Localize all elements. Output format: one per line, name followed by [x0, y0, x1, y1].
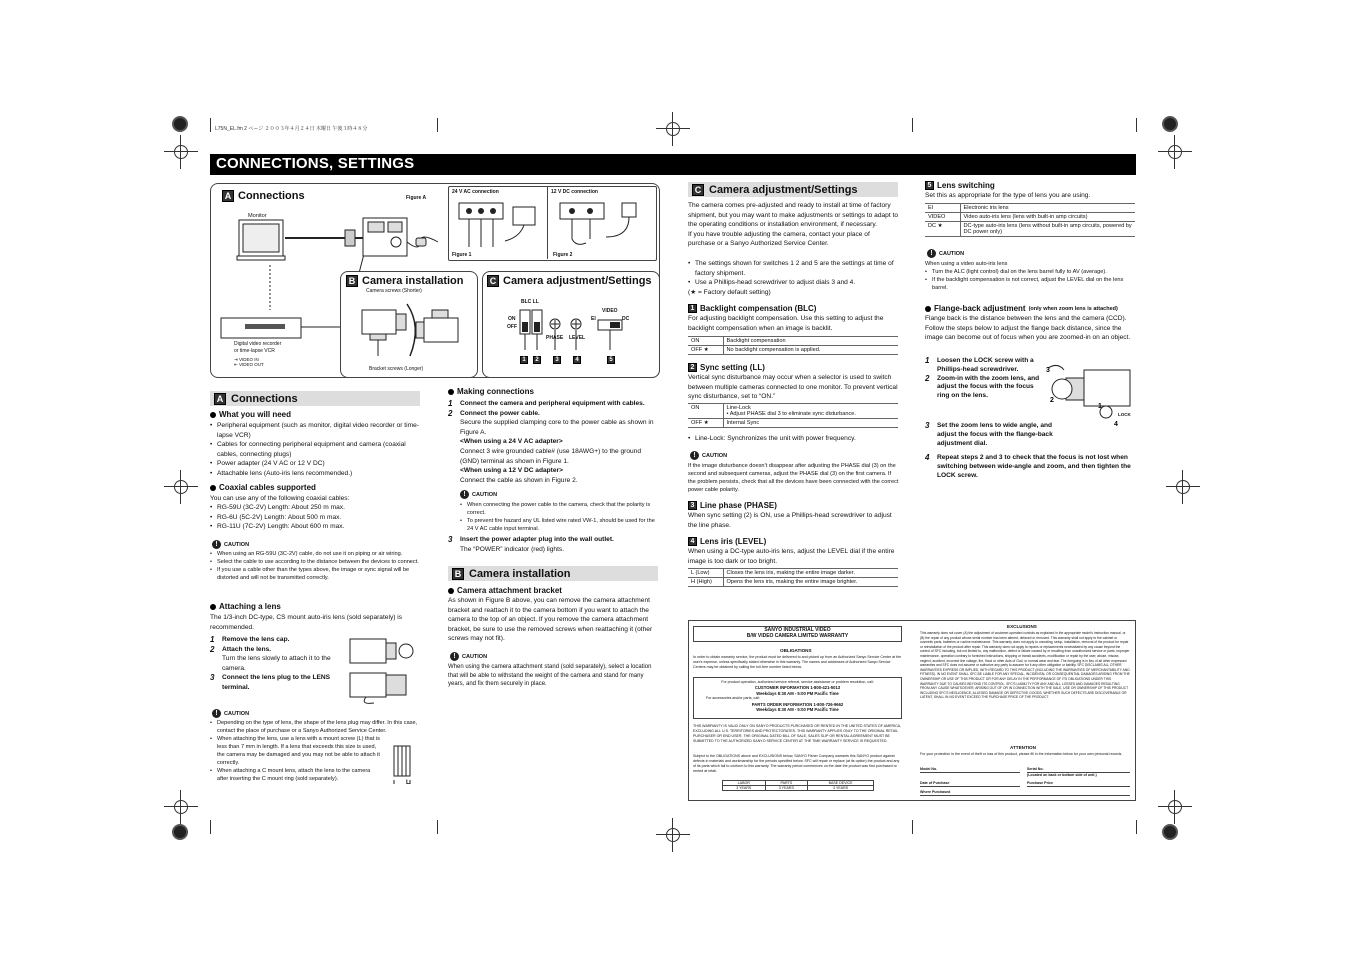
- ll-caution-text: If the image disturbance doesn’t disappear after adjusting the PHASE dial (3) on the second and subsequent cameras, adjust the PHASE dial (3) on the first camera. If the problem persists, check that all the devices have been connected with the correct power cable polarity.: [688, 463, 899, 493]
- monitor-label: Monitor: [248, 213, 267, 219]
- ac-connection-figure: [455, 197, 543, 251]
- customer-info-box: For product operation, authorized service referral, service assistance or problem resolution, call: CUSTOMER INFORMATION 1-800-421-5013 Weekdays 8:30 AM - 5:00 PM Pacific Time For accessories and/or parts, call: PARTS ORDER INFORMATION 1-800-726-9662 Weekdays 8:30 AM - 5:00 PM Pacific Time: [693, 677, 902, 719]
- ei-label: EI: [591, 316, 596, 322]
- video-label: VIDEO: [602, 308, 618, 314]
- blc-heading: 1 Backlight compensation (BLC): [688, 304, 816, 313]
- lens-switching-heading: 5 Lens switching: [925, 181, 995, 190]
- flange-back-step-4: 4 Repeat steps 2 and 3 to check that the focus is not lost when switching between wide-angle and zoom, and then tighten the LOCK screw.: [925, 453, 1131, 479]
- bracket-caution-label: ! CAUTION: [450, 652, 487, 661]
- section-letter-a: A: [222, 190, 234, 202]
- lens-switching-caution-intro: When using a video auto-iris lens: [925, 261, 1008, 267]
- ll-note: • Line-Lock: Synchronizes the unit with power frequency.: [688, 434, 898, 444]
- svg-text:1: 1: [1098, 403, 1102, 410]
- ll-caution-label: ! CAUTION: [690, 451, 727, 460]
- phase-label: PHASE: [546, 335, 564, 341]
- bracket-caution-text: When using the camera attachment stand (sold separately), select a location that will be able to withstand the weight of the camera and stand for many years, and fix them securely in place.: [448, 664, 652, 688]
- serial-no-note: (Located on back or bottom side of unit.): [1027, 773, 1097, 777]
- power-caution-list: • When connecting the power cable to the camera, check that the polarity is correct. • To prevent fire hazard any UL listed wire rated VW-1, should be used for the 24 V AC cable input terminal.: [460, 501, 660, 533]
- registration-mark-right-mid: [1172, 476, 1194, 498]
- lock-label: LOCK: [1118, 412, 1131, 417]
- figure-1-label: Figure 1: [452, 252, 472, 258]
- level-text: When using a DC-type auto-iris lens, adjust the LEVEL dial if the entire image is too dark or too bright.: [688, 548, 895, 565]
- connections-section-bar: A Connections: [210, 391, 420, 406]
- blc-text: For adjusting backlight compensation. Use this setting to adjust the backlight compensation when an image is backlit.: [688, 315, 884, 332]
- serial-no-field: Serial No.: [1027, 767, 1130, 773]
- install-diagram-title: B Camera installation: [346, 275, 463, 287]
- coaxial-intro: You can use any of the following coaxial cables:: [210, 495, 350, 502]
- lens-caution-list: • Depending on the type of lens, the shape of the lens plug may differ. In this case, contact the place of purchase or a Sanyo Authorized Service Center. • When attaching the lens, use a lens with a mount screw (L) that is less than 7 mm in length. If a lens that exceeds this size is used, the camera may be damaged and you may not be able to attach it correctly. • When attaching a C mount lens, attach the lens to the camera after inserting the C mount ring (sold separately).: [210, 719, 422, 783]
- registration-mark-left-mid: [170, 476, 192, 498]
- vcr-label: Digital video recorder or time-lapse VCR: [234, 341, 282, 354]
- adjust-controls-figure: [518, 306, 638, 358]
- warranty-subject-text: Subject to the OBLIGATIONS above and EXCLUSIONS below, SANYO Fisher Company warrants this SANYO product against defects in materials and workmanship for the periods specified below. SFC will repair or replace (at its option) the product and any of its parts which fail to conform to this warranty. The warranty period commences on the date the product was first purchased or rented at retail.: [693, 754, 900, 773]
- ac-connection-title: 24 V AC connection: [452, 189, 499, 195]
- page-title: CONNECTIONS, SETTINGS: [210, 154, 1136, 175]
- warranty-period-table: LABOR PARTS BASE DEVICE 3 YEARS 3 YEARS 3 YEARS: [722, 780, 874, 791]
- flange-back-step-3: 3 Set the zoom lens to wide angle, and adjust the focus with the flange-back adjustment dial.: [925, 421, 1053, 447]
- ll-table: ON Line-Lock • Adjust PHASE dial 3 to eliminate sync disturbance. OFF ★ Internal Sync: [688, 403, 898, 428]
- blc-table: ON Backlight compensation OFF ★ No backlight compensation is applied.: [688, 336, 898, 355]
- level-heading: 4 Lens iris (LEVEL): [688, 537, 766, 546]
- adjustment-section-bar: C Camera adjustment/Settings: [688, 182, 898, 197]
- crop-tick: [210, 118, 211, 132]
- dc-label: DC: [622, 316, 630, 322]
- level-table: L (Low) Closes the lens iris, making the entire image darker. H (High) Opens the lens iris, making the entire image brighter.: [688, 568, 898, 587]
- lens-mount-figure: [384, 742, 422, 788]
- flange-back-heading: Flange-back adjustment (only when zoom lens is attached): [925, 304, 1118, 313]
- model-no-field: Model No.: [920, 767, 1020, 773]
- exclusions-text: This warranty does not cover (A) the adjustment of customer-operated controls as explained in the appropriate model's instruction manual, or (B) the repair of any product whose serial number has been altered, defaced or removed. This warranty shall not apply to the cabinet or cosmetic parts, batteries or routine maintenance. This warranty does not apply to uncrating, setup, installation, removal of the product for repair or reinstallation of the product after repair. This warranty does not apply to repairs or replacements necessitated by any cause beyond the control of SFC including, but not limited to, any malfunction, defect or failure caused by or resulting from unauthorized service or parts, improper maintenance, operation contrary to furnished instructions, shipping or transit accidents, modification or repair by the user, abuse, misuse, neglect, accident, incorrect line voltage, fire, flood or other Acts of God, or normal wear and tear. The foregoing is in lieu of all other expressed warranties and SFC does not assume or authorize any party to assume for it any other obligation or liability. SFC DISCLAIMS ALL OTHER WARRANTIES EXPRESS OR IMPLIED, WITH REGARD TO THIS PRODUCT (INCLUDING THE WARRANTIES OF MERCHANTABILITY AND FITNESS). IN NO EVENT SHALL SFC BE LIABLE FOR ANY SPECIAL, INCIDENTAL OR CONSEQUENTIAL DAMAGES ARISING FROM THE OWNERSHIP OR USE OF THIS PRODUCT OR FOR ANY DELAY IN THE PERFORMANCE OF ITS OBLIGATIONS UNDER THIS WARRANTY DUE TO CAUSES BEYOND ITS CONTROL. SFC'S LIABILITY FOR ANY AND ALL LOSSES AND DAMAGES RESULTING FROM ANY CAUSE WHATSOEVER, ARISING OUT OF OR IN CONNECTION WITH THE SALE, USE OR OWNERSHIP OF THIS PRODUCT INCLUDING SFC'S NEGLIGENCE, ALLEGED DAMAGE OR DEFECTIVE GOODS, WHETHER SUCH DEFECTS ARE DISCOVERABLE OR LATENT, SHALL IN NO EVENT EXCEED THE PURCHASE PRICE OF THE PRODUCT.: [920, 631, 1130, 700]
- registration-mark-top-mid: [662, 118, 684, 140]
- lens-caution-label: ! CAUTION: [212, 709, 249, 718]
- lens-switching-caution-list: • Turn the ALC (light control) dial on the lens barrel fully to AV (average). • If the backlight compensation is not correct, adjust the LEVEL dial on the lens barrel.: [925, 268, 1137, 292]
- registration-dot-tl: [172, 116, 188, 132]
- svg-text:3: 3: [1046, 367, 1050, 374]
- bracket-heading: Camera attachment bracket: [448, 586, 562, 595]
- blc-ll-label: BLC LL: [521, 299, 539, 305]
- power-divider: [547, 187, 548, 259]
- figure-2-label: Figure 2: [553, 252, 573, 258]
- caution-icon: !: [690, 451, 699, 460]
- warranty-valid-text: THIS WARRANTY IS VALID ONLY ON SANYO PRODUCTS PURCHASED OR RENTED IN THE UNITED STATES OF AMERICA, EXCLUDING ALL U.S. TERRITORIES AND PROTECTORATES. THIS WARRANTY APPLIES ONLY TO THE ORIGINAL RETAIL PURCHASER OR END USER. THE ORIGINAL DATED BILL OF SALE, SALES SLIP OR RENTAL AGREEMENT MUST BE SUBMITTED TO THE AUTHORIZED SANYO SERVICE CENTER AT THE TIME WARRANTY SERVICE IS REQUESTED.: [693, 724, 902, 743]
- registration-dot-bl: [172, 824, 188, 840]
- making-connections-steps: 1 Connect the camera and peripheral equipment with cables. 2 Connect the power cable. Secure the supplied clamping core to the power cable as shown in Figure A. <When using a 24 V AC adapter> Connect 3 wire grounded cable# (use 18AWG+) to the ground (GND) terminal as shown in Figure 1. <When using a 12 V DC adapter> Connect the cable as shown in Figure 2.: [448, 399, 654, 484]
- flange-back-text: Flange back is the distance between the lens and the camera (CCD). Follow the steps below to adjust the flange back distance, since the image can become out of focus when you are zoomed-in on an object.: [925, 315, 1131, 342]
- caution-icon: !: [450, 652, 459, 661]
- crop-tick: [1136, 820, 1137, 834]
- registration-dot-br: [1162, 824, 1178, 840]
- attention-text: For your protection in the event of theft or loss of this product, please fill in the information below for your own personal records.: [920, 752, 1123, 756]
- bracket-text: As shown in Figure B above, you can remove the camera attachment bracket and reattach it to the camera bottom if you want to attach the camera to the top of an object. If you remove the camera attachment bracket, be sure to use the removed screws when reattaching it (other screws may not fit).: [448, 597, 653, 643]
- bracket-screws-label: Bracket screws (Longer): [369, 366, 424, 372]
- registration-mark-tr: [1164, 141, 1186, 163]
- purchase-price-field: Purchase Price: [1027, 781, 1130, 787]
- dc-connection-title: 12 V DC connection: [551, 189, 598, 195]
- obligations-text: In order to obtain warranty service, the product must be delivered to and picked up from an Authorized Sanyo Service Center at the user's expense, unless specifically stated otherwise in this warranty. The names and addresses of Authorized Sanyo Service Centers may be obtained by calling the toll-free number listed below.: [693, 655, 902, 669]
- attention-heading: ATTENTION: [1010, 745, 1036, 750]
- coaxial-caution-label: ! CAUTION: [212, 540, 249, 549]
- caution-icon: !: [212, 540, 221, 549]
- lens-switching-text: Set this as appropriate for the type of lens you are using.: [925, 192, 1091, 199]
- where-purchased-field: Where Purchased: [920, 790, 1130, 796]
- level-label: LEVEL: [569, 335, 586, 341]
- exclusions-heading: EXCLUSIONS: [1007, 624, 1037, 629]
- ll-heading: 2 Sync setting (LL): [688, 363, 765, 372]
- date-of-purchase-field: Date of Purchase: [920, 781, 1020, 787]
- making-connections-heading: Making connections: [448, 387, 534, 396]
- phase-text: When sync setting (2) is ON, use a Phillips-head screwdriver to adjust the line phase.: [688, 512, 892, 529]
- crop-tick: [210, 820, 211, 834]
- obligations-heading: OBLIGATIONS: [780, 648, 812, 653]
- making-connections-step3: 3 Insert the power adapter plug into the wall outlet. The “POWER” indicator (red) lights.: [448, 535, 614, 553]
- registration-mark-bl: [170, 796, 192, 818]
- phase-heading: 3 Line phase (PHASE): [688, 501, 777, 510]
- svg-text:2: 2: [1050, 397, 1054, 404]
- header-jp: L75N_EL.fm 2 ページ ２００３年４月２４日 木曜日 午後３時４８分: [215, 126, 368, 132]
- install-figure: [352, 296, 474, 364]
- adjustment-intro: The camera comes pre-adjusted and ready to install at time of factory shipment, but you may want to make adjustments or settings to adapt to the operating conditions or installation environment, if necessary. If you have trouble adjusting the camera, contact your place of purchase or a Sanyo Authorized Service Center.: [688, 202, 899, 248]
- adjustment-intro-bullets: • The settings shown for switches 1 2 and 5 are the settings at time of factory shipment. • Use a Phillips-head screwdriver to adjust dials 3 and 4.: [688, 259, 898, 288]
- lens-l-label: L: [406, 780, 410, 786]
- flange-back-figure: [1044, 360, 1136, 428]
- attaching-lens-heading: Attaching a lens: [210, 602, 281, 611]
- attaching-lens-intro: The 1/3-inch DC-type, CS mount auto-iris lens (sold separately) is recommended.: [210, 614, 403, 631]
- crop-tick: [437, 820, 438, 834]
- flange-back-steps-1-3: 1 Loosen the LOCK screw with a Phillips-head screwdriver. 2 Zoom-in with the zoom lens, and adjust the focus with the focus ring on the lens.: [925, 356, 1040, 400]
- factory-default-note: (★ = Factory default setting): [688, 289, 771, 296]
- svg-text:4: 4: [1114, 421, 1118, 428]
- coaxial-heading: Coaxial cables supported: [210, 483, 316, 492]
- dc-connection-figure: [556, 197, 652, 251]
- camera-screws-label: Camera screws (Shorter): [366, 288, 422, 294]
- crop-tick: [912, 820, 913, 834]
- registration-mark-bottom-mid: [662, 824, 684, 846]
- what-you-need-heading: What you will need: [210, 410, 291, 419]
- ll-text: Vertical sync disturbance may occur when a selector is used to switch between multiple cameras connected to one monitor. To prevent vertical sync disturbance, set to “ON.”: [688, 374, 898, 401]
- figure-a-label: Figure A: [406, 195, 427, 201]
- crop-tick: [437, 118, 438, 132]
- attaching-lens-steps: 1 Remove the lens cap. 2 Attach the lens. Turn the lens slowly to attach it to the camera. 3 Connect the lens plug to the LENS terminal.: [210, 635, 331, 691]
- switch-on-label: ON: [508, 316, 516, 322]
- coaxial-list: • RG-59U (3C-2V) Length: About 250 m max. • RG-6U (5C-2V) Length: About 500 m max. • RG-11U (7C-2V) Length: About 600 m max.: [210, 503, 422, 532]
- registration-dot-tr: [1162, 116, 1178, 132]
- registration-mark-br: [1164, 796, 1186, 818]
- crop-tick: [912, 118, 913, 132]
- installation-section-bar: B Camera installation: [448, 566, 658, 581]
- video-in-label: ⇥ VIDEO IN: [234, 357, 259, 362]
- crop-tick: [1136, 118, 1137, 132]
- coaxial-caution-list: • When using an RG-59U (3C-2V) cable, do not use it on piping or air wiring. • Select the cable to use according to the distance between the devices to connect. • If you use a cable other than the types above, the image or sync signal will be distorted and will not be transmitted correctly.: [210, 550, 422, 582]
- lens-attach-figure: [346, 633, 422, 705]
- camera-rear-figure: [360, 212, 445, 260]
- warranty-title-box: SANYO INDUSTRIAL VIDEO B/W VIDEO CAMERA LIMITED WARRANTY: [693, 626, 902, 642]
- adjust-diagram-title: C Camera adjustment/Settings: [487, 275, 652, 287]
- video-out-label: ⇤ VIDEO OUT: [234, 362, 264, 367]
- connections-diagram-title: A Connections: [222, 190, 305, 202]
- what-you-need-list: • Peripheral equipment (such as monitor, digital video recorder or time-lapse VCR) • Cables for connecting peripheral equipment and camera (coaxial cables, connecting plugs) • Power adapter (24 V AC or 12 V DC) • Attachable lens (Auto-iris lens recommended.): [210, 421, 422, 479]
- caution-icon: !: [927, 249, 936, 258]
- caution-icon: !: [212, 709, 221, 718]
- lens-switching-table: EI Electronic iris lens VIDEO Video auto-iris lens (lens with built-in amp circuits) DC ★ DC-type auto-iris lens (lens without built-in amp circuits, powered by DC power only): [925, 203, 1135, 237]
- power-caution-label: ! CAUTION: [460, 490, 497, 499]
- registration-mark-tl: [170, 141, 192, 163]
- caution-icon: !: [460, 490, 469, 499]
- lens-switching-caution-label: ! CAUTION: [927, 249, 964, 258]
- switch-off-label: OFF: [507, 324, 517, 330]
